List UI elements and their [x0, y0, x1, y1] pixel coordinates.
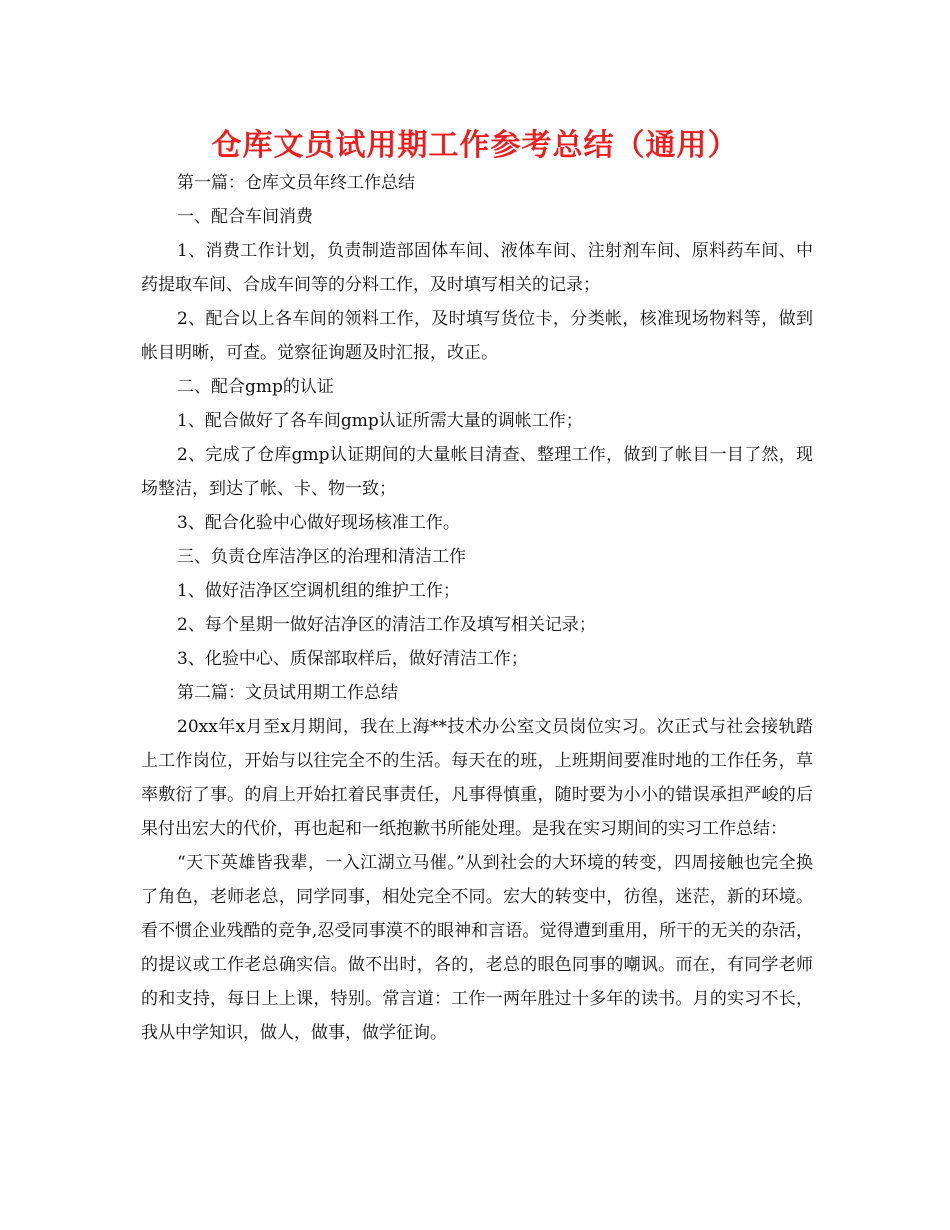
paragraph: 1、消费工作计划，负责制造部固体车间、液体车间、注射剂车间、原料药车间、中药提取车间、合成车间等的分料工作，及时填写相关的记录；	[141, 241, 813, 295]
paragraph: 3、配合化验中心做好现场核准工作。	[177, 513, 460, 533]
paragraph: 2、配合以上各车间的领料工作，及时填写货位卡，分类帐，核准现场物料等，做到帐目明晰，可查。觉察征询题及时汇报，改正。	[141, 309, 813, 363]
section-heading-1: 一、配合车间消费	[177, 207, 313, 227]
paragraph: 2、完成了仓库gmp认证期间的大量帐目清查、整理工作，做到了帐目一目了然，现场整洁，到达了帐、卡、物一致；	[141, 445, 813, 499]
section-heading-2: 二、配合gmp的认证	[177, 377, 334, 397]
section-heading-part2: 第二篇：文员试用期工作总结	[177, 683, 398, 703]
paragraph: 2、每个星期一做好洁净区的清洁工作及填写相关记录；	[177, 615, 596, 635]
document-body	[141, 166, 813, 1050]
paragraph: 3、化验中心、质保部取样后，做好清洁工作；	[177, 649, 528, 669]
paragraph: 1、做好洁净区空调机组的维护工作；	[177, 581, 460, 601]
section-heading-part1: 第一篇：仓库文员年终工作总结	[177, 173, 415, 193]
document-title: 仓库文员试用期工作参考总结（通用）	[211, 128, 739, 163]
paragraph: 20xx年x月至x月期间，我在上海**技术办公室文员岗位实习。次正式与社会接轨踏上工作岗位，开始与以往完全不的生活。每天在的班，上班期间要准时地的工作任务，草率敷衍了事。的肩上开始扛着民事责任，凡事得慎重，随时要为小小的错误承担严峻的后果付出宏大的代价，再也起和一纸抱歉书所能处理。是我在实习期间的实习工作总结：	[141, 717, 813, 839]
paragraph: 1、配合做好了各车间gmp认证所需大量的调帐工作；	[177, 411, 583, 431]
section-heading-3: 三、负责仓库洁净区的治理和清洁工作	[177, 547, 466, 567]
paragraph: “天下英雄皆我辈，一入江湖立马催。”从到社会的大环境的转变，四周接触也完全换了角色，老师老总，同学同事，相处完全不同。宏大的转变中，彷徨，迷茫，新的环境。看不惯企业残酷的竞争,忍受同事漠不的眼神和言语。觉得遭到重用，所干的无关的杂活，的提议或工作老总确实信。做不出时，各的，老总的眼色同事的嘲讽。而在，有同学老师的和支持，每日上上课，特别。常言道：工作一两年胜过十多年的读书。月的实习不长，我从中学知识，做人，做事，做学征询。	[141, 853, 813, 1043]
